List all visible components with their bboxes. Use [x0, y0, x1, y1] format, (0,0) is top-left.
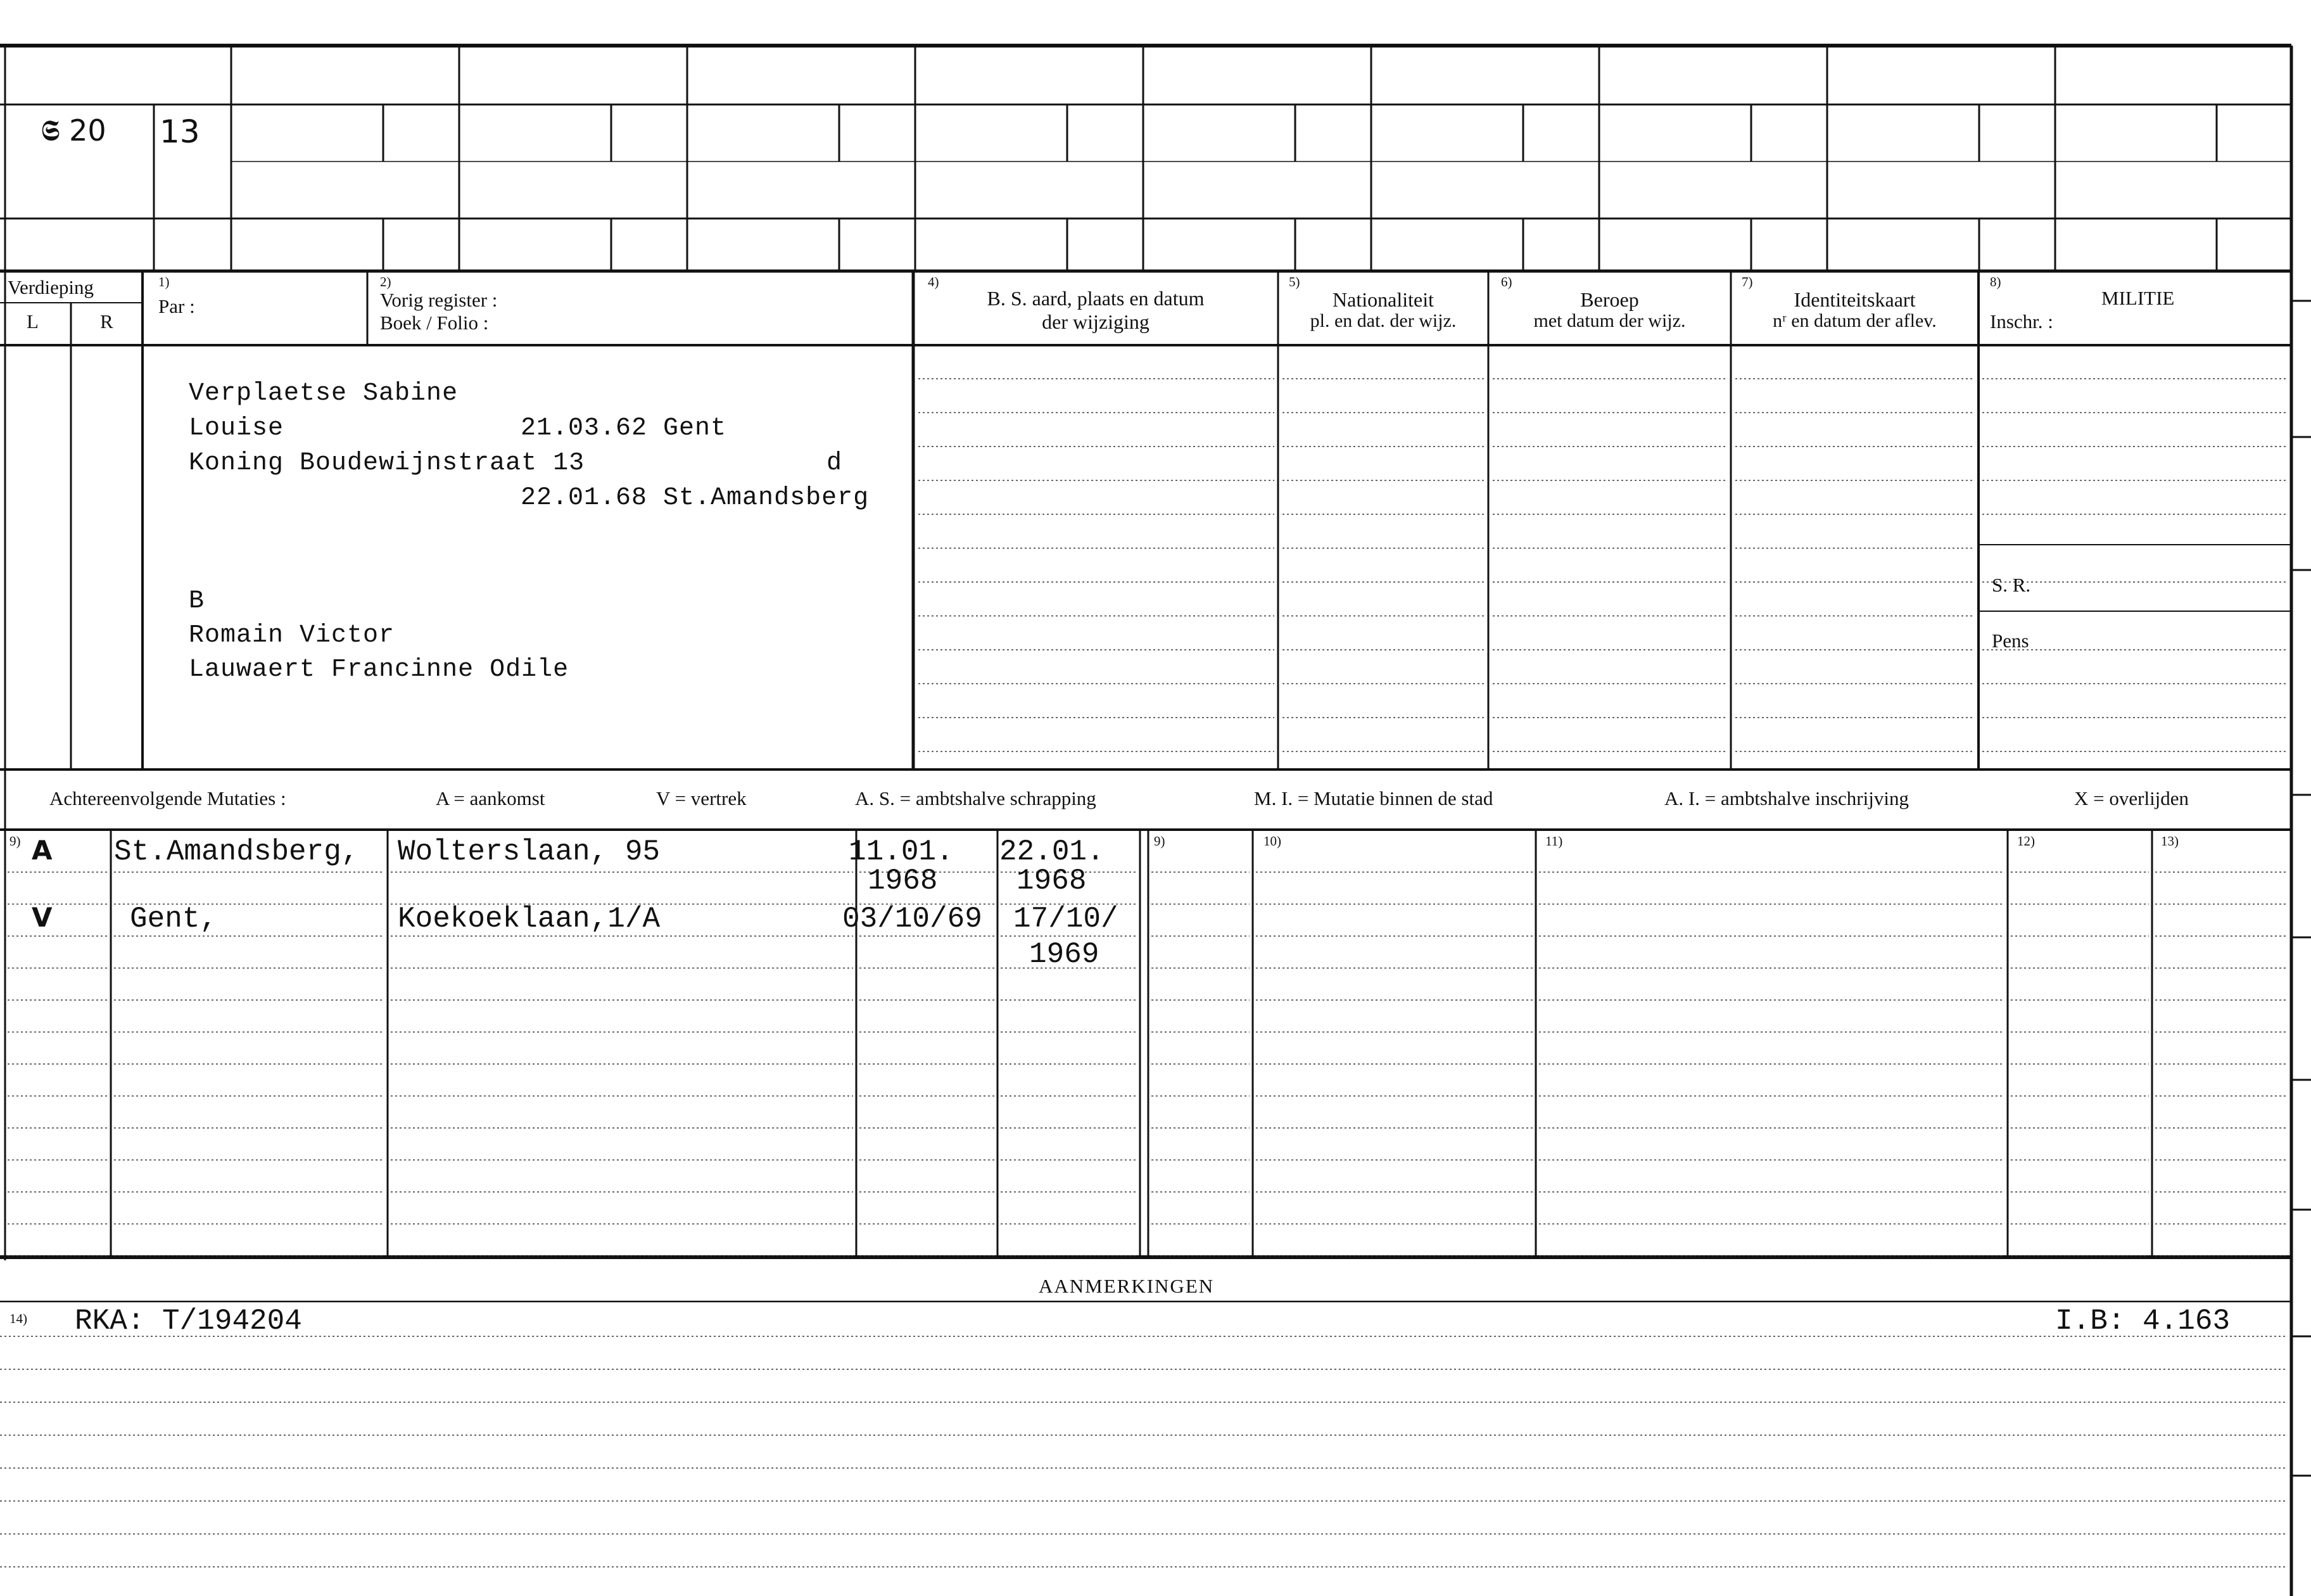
nat-number: 5)	[1289, 274, 1300, 289]
legend-ai: A. I. = ambtshalve inschrijving	[1664, 787, 1909, 809]
person-mark: d	[826, 449, 843, 478]
sr-label: S. R.	[1992, 574, 2031, 596]
mut-place: Gent,	[130, 902, 218, 935]
militie-number: 8)	[1990, 274, 2001, 289]
person-address: Koning Boudewijnstraat 13	[189, 449, 585, 478]
col-l-label: L	[27, 310, 39, 332]
inschr-label: Inschr. :	[1990, 310, 2053, 332]
legend-title: Achtereenvolgende Mutaties :	[49, 787, 286, 809]
mut-date1: 11.01.	[849, 835, 954, 868]
pens-label: Pens	[1992, 630, 2029, 652]
person-status: B	[189, 587, 205, 616]
par-number: 1)	[158, 274, 170, 289]
mut-place: St.Amandsberg,	[114, 835, 359, 868]
nat-label-2: pl. en dat. der wijz.	[1310, 310, 1457, 331]
person-arrival: 22.01.68 St.Amandsberg	[521, 484, 870, 512]
mut-street: Koekoeklaan,1/A	[398, 902, 661, 935]
card-number: 13	[160, 113, 200, 150]
mut-col-9b: 9)	[1154, 833, 1165, 849]
mut-code: A	[32, 835, 53, 866]
legend-v: V = vertrek	[656, 787, 747, 809]
beroep-label-2: met datum der wijz.	[1533, 310, 1686, 331]
militie-label: MILITIE	[2101, 287, 2175, 309]
remarks-number: 14)	[9, 1311, 27, 1326]
vorig-register-label: Vorig register :	[380, 289, 498, 311]
mut-col-11: 11)	[1545, 833, 1563, 849]
col-r-label: R	[100, 310, 113, 332]
remarks-title: AANMERKINGEN	[1039, 1275, 1215, 1297]
vorig-number: 2)	[380, 274, 391, 289]
legend-as: A. S. = ambtshalve schrapping	[855, 787, 1096, 809]
mut-col-10: 10)	[1263, 833, 1281, 849]
person-father: Romain Victor	[189, 621, 395, 650]
mut-col-9: 9)	[9, 833, 21, 849]
legend-mi: M. I. = Mutatie binnen de stad	[1254, 787, 1493, 809]
bs-label-2: der wijziging	[1042, 310, 1149, 333]
par-label: Par :	[158, 295, 195, 317]
mut-col-13: 13)	[2161, 833, 2179, 849]
mut-date2-year: 1968	[1016, 864, 1087, 897]
id-label-2: nʳ en datum der aflev.	[1773, 310, 1937, 331]
legend-x: X = overlijden	[2074, 787, 2189, 809]
id-number: 7)	[1742, 274, 1753, 289]
mut-date1-year: 1968	[868, 864, 938, 897]
verdieping-label: Verdieping	[8, 276, 94, 298]
person-name: Verplaetse Sabine	[189, 379, 459, 408]
remarks-rka: RKA: T/194204	[75, 1305, 302, 1338]
bs-label-1: B. S. aard, plaats en datum	[987, 287, 1205, 310]
legend-a: A = aankomst	[436, 787, 545, 809]
card-code: 𝕾 20	[41, 113, 106, 148]
person-birth: 21.03.62 Gent	[521, 414, 727, 443]
nat-label-1: Nationaliteit	[1333, 288, 1434, 311]
person-firstname: Louise	[189, 414, 284, 443]
beroep-label-1: Beroep	[1580, 288, 1639, 311]
bs-number: 4)	[928, 274, 939, 289]
mut-date2: 17/10/	[1013, 902, 1118, 935]
person-mother: Lauwaert Francinne Odile	[189, 656, 569, 684]
mut-col-12: 12)	[2017, 833, 2035, 849]
id-label-1: Identiteitskaart	[1794, 288, 1916, 311]
mut-date2-year: 1969	[1029, 938, 1099, 971]
remarks-ib: I.B: 4.163	[2055, 1305, 2231, 1338]
mut-street: Wolterslaan, 95	[398, 835, 661, 868]
beroep-number: 6)	[1501, 274, 1512, 289]
mut-date1: 03/10/69	[842, 902, 982, 935]
boek-folio-label: Boek / Folio :	[380, 312, 489, 334]
mut-date2: 22.01.	[999, 835, 1105, 868]
mut-code: V	[32, 902, 53, 933]
